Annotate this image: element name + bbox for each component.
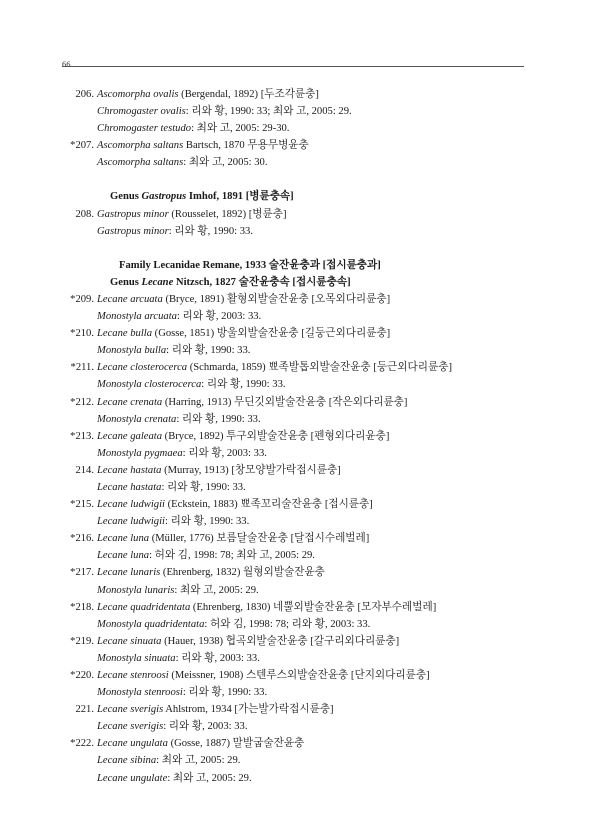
synonym-reference: : 리와 황, 1990: 33. xyxy=(161,481,246,493)
entry-authority: (Hauer, 1938) 협곡외발술잔윤충 [갈구리외다리륜충] xyxy=(161,635,400,647)
species-entry xyxy=(0,667,612,684)
entry-number: 208. xyxy=(75,208,94,220)
species-entry xyxy=(0,599,612,616)
synonym-name: Lecane luna xyxy=(97,550,150,562)
synonym-reference: : 리와 황, 2003: 33. xyxy=(182,447,267,459)
scientific-name: Ascomorpha ovalis xyxy=(97,89,179,100)
synonym-line xyxy=(0,684,612,701)
synonym-line xyxy=(0,103,612,120)
entry-authority: (Gosse, 1851) 방울외발술잔윤충 [길둥근외다리륜충] xyxy=(152,328,391,340)
species-entry xyxy=(0,206,612,223)
synonym-line xyxy=(0,445,612,462)
synonym-text xyxy=(97,445,267,462)
entry-authority: (Eckstein, 1883) 뾰족꼬리술잔윤충 [접시륜충] xyxy=(164,499,373,511)
scientific-name: Lecane hastata xyxy=(97,464,162,476)
species-entry xyxy=(0,735,612,752)
synonym-name: Chromogaster ovalis xyxy=(97,106,186,118)
entry-text xyxy=(97,599,436,616)
synonym-line xyxy=(0,650,612,667)
entry-number: *217. xyxy=(70,567,94,579)
synonym-text xyxy=(97,154,268,171)
entry-text xyxy=(97,291,390,308)
synonym-reference: : 최와 고, 2005: 30. xyxy=(183,157,268,169)
synonym-line xyxy=(0,308,612,325)
synonym-name: Monostyla sinuata xyxy=(97,652,176,664)
entry-number: *222. xyxy=(70,738,94,750)
entry-authority: (Bryce, 1891) 활형외발술잔윤충 [오목외다리륜충] xyxy=(162,293,391,305)
entry-number: 214. xyxy=(75,464,94,476)
scientific-name: Lecane quadridentata xyxy=(97,601,191,613)
synonym-name: Monostyla arcuata xyxy=(97,311,177,323)
synonym-name: Lecane ludwigii xyxy=(97,516,165,528)
heading-text xyxy=(110,188,294,205)
scientific-name: Lecane ungulata xyxy=(97,738,168,750)
entry-authority: (Rousselet, 1892) [병륜충] xyxy=(168,208,287,220)
synonym-line xyxy=(0,411,612,428)
species-entry xyxy=(0,394,612,411)
synonym-line xyxy=(0,752,612,769)
species-entry xyxy=(0,462,612,479)
entry-authority: Bartsch, 1870 무용무병윤충 xyxy=(183,140,309,152)
heading-prefix: Family Lecanidae Remane, 1933 술잔윤충과 [접시륜충과] xyxy=(119,259,381,271)
scientific-name: Lecane ludwigii xyxy=(97,499,165,511)
scientific-name: Lecane lunaris xyxy=(97,567,161,579)
heading-suffix: Nitzsch, 1827 술잔윤충속 [접시륜충속] xyxy=(173,276,351,288)
synonym-reference: : 최와 고, 2005: 29. xyxy=(174,584,259,596)
synonym-reference: : 리와 황, 2003: 33. xyxy=(163,721,248,733)
spacer xyxy=(0,171,612,188)
scientific-name: Lecane arcuata xyxy=(97,293,163,305)
taxon-heading xyxy=(0,188,612,205)
synonym-name: Monostyla closterocerca xyxy=(97,379,202,391)
entry-authority: (Müller, 1776) 보름달술잔윤충 [달접시수레벌레] xyxy=(149,533,370,545)
synonym-reference: : 허와 김, 1998: 78; 최와 고, 2005: 29. xyxy=(149,550,315,562)
entry-authority: Ahlstrom, 1934 [가는발가락접시륜충] xyxy=(163,704,334,716)
entry-authority: (Murray, 1913) [창모양발가락접시륜충] xyxy=(161,464,341,476)
species-entry xyxy=(0,359,612,376)
heading-text xyxy=(110,274,351,291)
synonym-text xyxy=(97,718,247,735)
synonym-reference: : 리와 황, 2003: 33. xyxy=(175,652,260,664)
entry-number: *211. xyxy=(70,362,94,374)
synonym-line xyxy=(0,582,612,599)
entry-text xyxy=(97,530,369,547)
synonym-reference: : 최와 고, 2005: 29. xyxy=(156,755,241,767)
synonym-text xyxy=(97,770,252,787)
entry-text xyxy=(97,359,452,376)
synonym-text xyxy=(97,342,250,359)
entry-text xyxy=(97,667,430,684)
synonym-reference: : 리와 황, 2003: 33. xyxy=(176,311,262,323)
synonym-name: Lecane hastata xyxy=(97,481,162,493)
spacer xyxy=(0,240,612,257)
species-entry xyxy=(0,291,612,308)
entry-text xyxy=(97,564,325,581)
species-entry xyxy=(0,86,612,103)
synonym-text xyxy=(97,479,246,496)
scientific-name: Lecane sinuata xyxy=(97,635,162,647)
synonym-line xyxy=(0,223,612,240)
synonym-text xyxy=(97,582,259,599)
entry-text xyxy=(97,633,399,650)
synonym-text xyxy=(97,103,352,120)
synonym-name: Lecane ungulate xyxy=(97,772,168,784)
scientific-name: Lecane stenroosi xyxy=(97,670,169,681)
synonym-text xyxy=(97,547,315,564)
entry-number: *219. xyxy=(70,635,94,647)
synonym-name: Monostyla stenroosi xyxy=(97,687,183,699)
synonym-name: Gastropus minor xyxy=(97,225,169,237)
species-entry xyxy=(0,496,612,513)
entry-number: *209. xyxy=(70,293,94,305)
heading-taxon: Gastropus xyxy=(141,191,187,203)
synonym-text xyxy=(97,308,261,325)
entry-authority: (Bergendal, 1892) [두조각륜충] xyxy=(178,89,319,100)
synonym-name: Monostyla lunaris xyxy=(97,584,175,596)
synonym-text xyxy=(97,684,267,701)
heading-text xyxy=(119,257,381,274)
entry-text xyxy=(97,325,390,342)
entry-authority: (Meissner, 1908) 스텐루스외발술잔윤충 [단지외다리륜충] xyxy=(168,670,430,681)
scientific-name: Gastropus minor xyxy=(97,208,169,220)
entry-number: *212. xyxy=(70,396,94,408)
entry-number: *210. xyxy=(70,328,94,340)
species-entry xyxy=(0,633,612,650)
synonym-line xyxy=(0,547,612,564)
page-number: 66 xyxy=(62,59,71,69)
heading-prefix: Genus xyxy=(110,191,142,203)
entry-authority: (Ehrenberg, 1832) 월형외발술잔윤충 xyxy=(160,567,325,579)
entry-authority: (Gosse, 1887) 말발굽술잔윤충 xyxy=(167,738,305,750)
synonym-reference: : 최와 고, 2005: 29-30. xyxy=(191,123,290,135)
synonym-name: Monostyla bulla xyxy=(97,345,167,357)
synonym-text xyxy=(97,223,253,240)
scientific-name: Lecane bulla xyxy=(97,328,153,340)
entry-number: *216. xyxy=(70,533,94,545)
scientific-name: Lecane galeata xyxy=(97,430,163,442)
synonym-line xyxy=(0,616,612,633)
synonym-line xyxy=(0,342,612,359)
synonym-name: Chromogaster testudo xyxy=(97,123,192,135)
header-rule xyxy=(62,66,524,67)
synonym-line xyxy=(0,154,612,171)
species-entry xyxy=(0,325,612,342)
synonym-reference: : 리와 황, 1990: 33. xyxy=(164,516,250,528)
synonym-line xyxy=(0,513,612,530)
synonym-reference: : 리와 황, 1990: 33; 최와 고, 2005: 29. xyxy=(185,106,352,118)
synonym-text xyxy=(97,120,289,137)
entry-text xyxy=(97,462,341,479)
entry-authority: (Bryce, 1892) 투구외발술잔윤충 [펜형외다리윤충] xyxy=(162,430,390,442)
synonym-line xyxy=(0,770,612,787)
heading-suffix: Imhof, 1891 [병륜충속] xyxy=(186,191,294,203)
taxon-heading xyxy=(0,257,612,274)
entry-authority: (Ehrenberg, 1830) 네뿔외발술잔윤충 [모자부수레벌레] xyxy=(190,601,437,613)
entry-number: 221. xyxy=(75,704,94,716)
synonym-line xyxy=(0,120,612,137)
synonym-name: Monostyla pygmaea xyxy=(97,447,183,459)
synonym-reference: : 리와 황, 1990: 33. xyxy=(176,413,261,425)
synonym-text xyxy=(97,752,240,769)
entry-number: *218. xyxy=(70,601,94,613)
entry-text xyxy=(97,735,304,752)
synonym-reference: : 리와 황, 1990: 33. xyxy=(201,379,286,391)
entry-text xyxy=(97,701,334,718)
synonym-line xyxy=(0,479,612,496)
synonym-name: Ascomorpha saltans xyxy=(97,157,184,169)
synonym-reference: : 허와 김, 1998: 78; 리와 황, 2003: 33. xyxy=(204,618,371,630)
species-entry xyxy=(0,701,612,718)
species-entry xyxy=(0,137,612,154)
entry-number: *207. xyxy=(70,140,94,152)
scientific-name: Lecane sverigis xyxy=(97,704,164,716)
species-entry xyxy=(0,530,612,547)
scientific-name: Ascomorpha saltans xyxy=(97,140,184,152)
synonym-text xyxy=(97,616,370,633)
entry-number: *215. xyxy=(70,499,94,511)
entry-number: *213. xyxy=(70,430,94,442)
entry-authority: (Harring, 1913) 무딘깃외발술잔윤충 [작은외다리륜충] xyxy=(162,396,408,408)
synonym-text xyxy=(97,376,286,393)
synonym-reference: : 리와 황, 1990: 33. xyxy=(168,225,253,237)
scientific-name: Lecane closterocerca xyxy=(97,362,188,374)
synonym-name: Monostyla crenata xyxy=(97,413,177,425)
synonym-line xyxy=(0,718,612,735)
synonym-text xyxy=(97,650,260,667)
species-entry xyxy=(0,428,612,445)
entry-text xyxy=(97,428,389,445)
synonym-reference: : 리와 황, 1990: 33. xyxy=(182,687,268,699)
entry-number: 206. xyxy=(75,89,94,100)
scientific-name: Lecane crenata xyxy=(97,396,163,408)
synonym-name: Lecane sverigis xyxy=(97,721,164,733)
synonym-reference: : 최와 고, 2005: 29. xyxy=(167,772,252,784)
synonym-text xyxy=(97,411,261,428)
entry-text xyxy=(97,86,319,103)
synonym-name: Lecane sibina xyxy=(97,755,157,767)
species-entry xyxy=(0,564,612,581)
synonym-line xyxy=(0,376,612,393)
entry-number: *220. xyxy=(70,670,94,681)
scientific-name: Lecane luna xyxy=(97,533,150,545)
species-list xyxy=(0,86,612,787)
synonym-name: Monostyla quadridentata xyxy=(97,618,205,630)
heading-prefix: Genus xyxy=(110,276,142,288)
taxon-heading xyxy=(0,274,612,291)
heading-taxon: Lecane xyxy=(141,276,174,288)
entry-text xyxy=(97,137,309,154)
synonym-reference: : 리와 황, 1990: 33. xyxy=(166,345,251,357)
synonym-text xyxy=(97,513,249,530)
entry-text xyxy=(97,496,373,513)
entry-text xyxy=(97,206,287,223)
entry-text xyxy=(97,394,407,411)
entry-authority: (Schmarda, 1859) 뾰족발톱외발술잔윤충 [둥근외다리륜충] xyxy=(187,362,452,374)
